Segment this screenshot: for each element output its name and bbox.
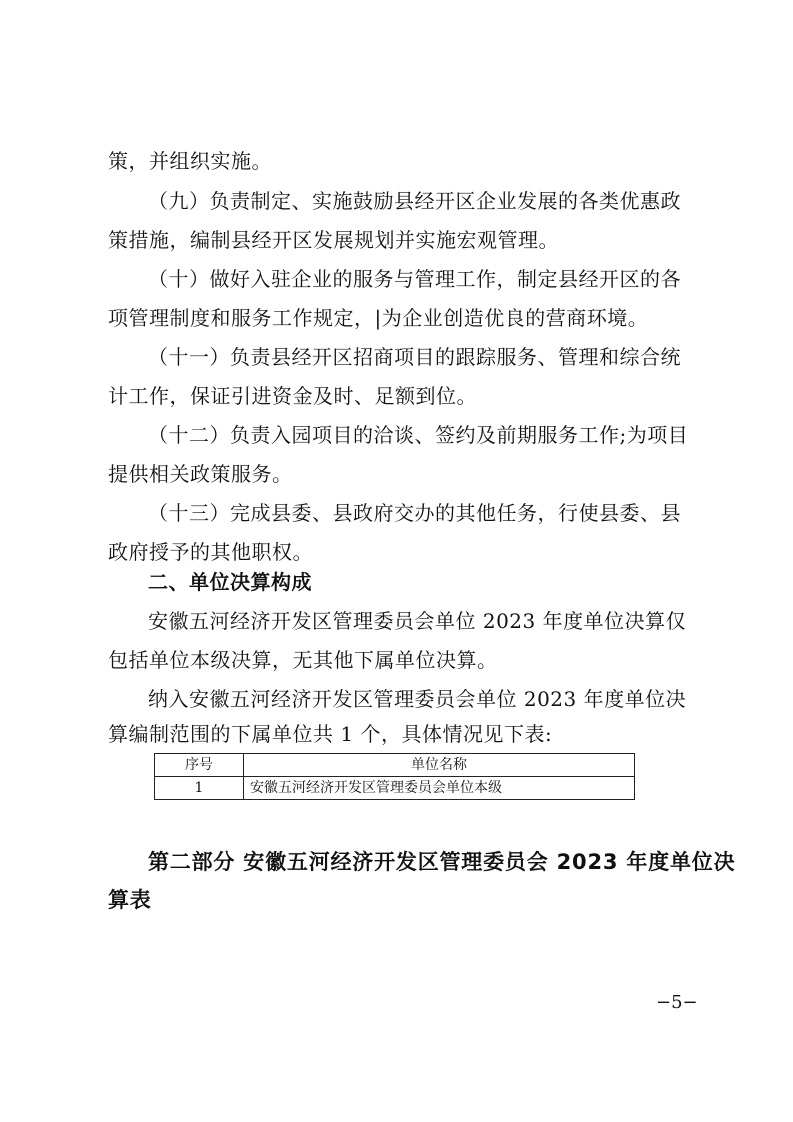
paragraph-line: 提供相关政策服务。 (108, 462, 293, 486)
paragraph-line: 算编制范围的下属单位共 1 个，具体情况见下表: (108, 722, 553, 746)
column-header-index: 序号 (155, 754, 244, 777)
paragraph-line: 安徽五河经济开发区管理委员会单位 2023 年度单位决算仅 (148, 609, 687, 633)
paragraph-line: （十）做好入驻企业的服务与管理工作，制定县经开区的各 (148, 267, 681, 291)
paragraph-line: 包括单位本级决算，无其他下属单位决算。 (108, 648, 498, 672)
paragraph-line: 计工作，保证引进资金及时、足额到位。 (108, 384, 477, 408)
table-header-row (155, 754, 635, 777)
units-table (154, 753, 635, 800)
paragraph-line: 策，并组织实施。 (108, 149, 272, 173)
paragraph-line: （十二）负责入园项目的洽谈、签约及前期服务工作;为项目 (148, 423, 689, 447)
paragraph-line: 纳入安徽五河经济开发区管理委员会单位 2023 年度单位决 (148, 687, 687, 711)
paragraph-line: 策措施，编制县经开区发展规划并实施宏观管理。 (108, 228, 559, 252)
page-number: −5− (656, 992, 698, 1013)
table-row (155, 777, 635, 800)
paragraph-line: 政府授予的其他职权。 (108, 540, 313, 564)
paragraph-line: 项管理制度和服务工作规定，|为企业创造优良的营商环境。 (108, 306, 649, 330)
paragraph-line: （九）负责制定、实施鼓励县经开区企业发展的各类优惠政 (148, 189, 681, 213)
paragraph-line: （十三）完成县委、县政府交办的其他任务，行使县委、县 (148, 501, 681, 525)
part-heading: 第二部分 安徽五河经济开发区管理委员会 2023 年度单位决 (148, 850, 736, 874)
column-header-name: 单位名称 (244, 754, 635, 777)
paragraph-line: （十一）负责县经开区招商项目的跟踪服务、管理和综合统 (148, 345, 681, 369)
table-cell-index: 1 (155, 777, 244, 800)
table-cell-name: 安徽五河经济开发区管理委员会单位本级 (244, 777, 635, 800)
section-heading: 二、单位决算构成 (148, 570, 312, 594)
part-heading-continued: 算表 (108, 888, 152, 912)
